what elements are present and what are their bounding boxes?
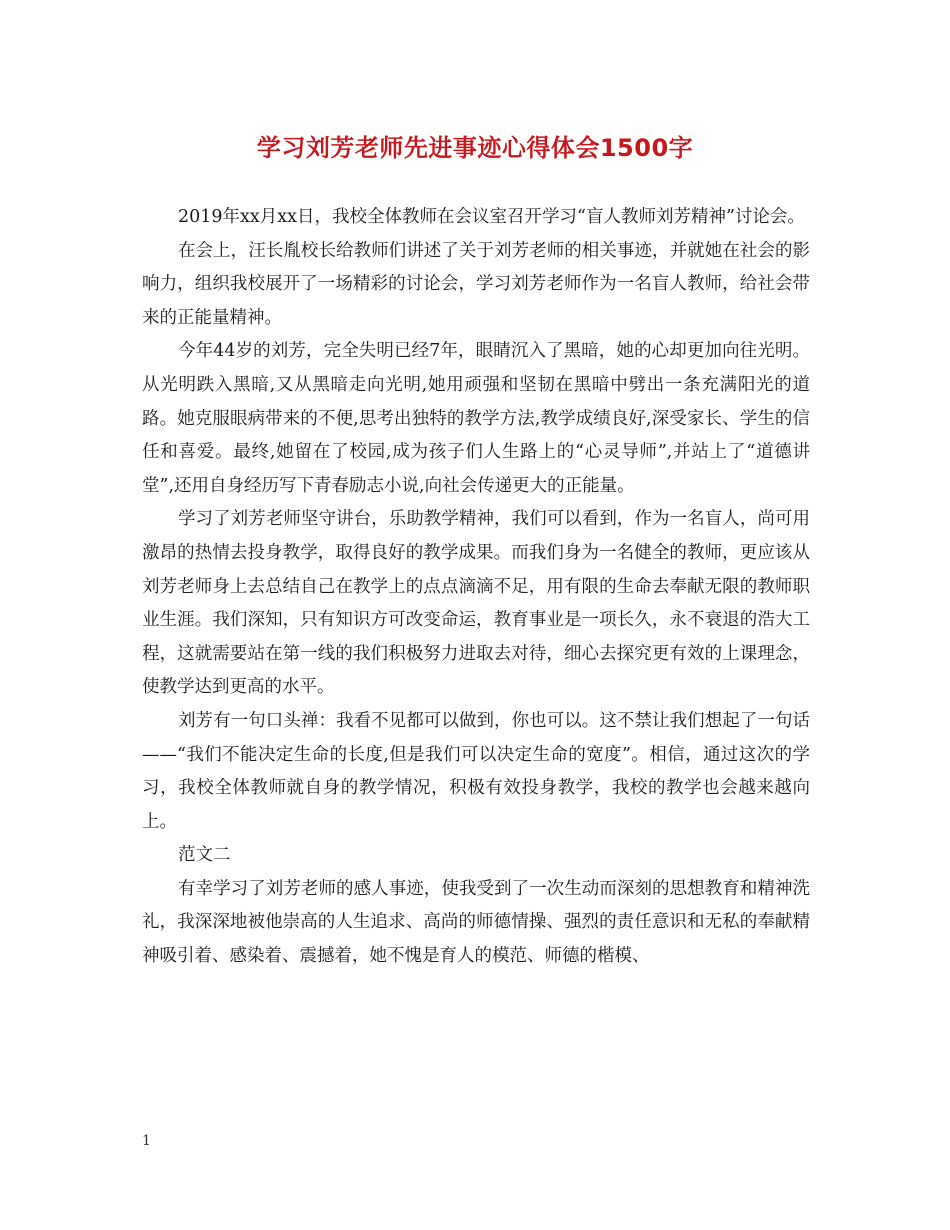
paragraph-5: 刘芳有一句口头禅：我看不见都可以做到，你也可以。这不禁让我们想起了一句话——“我们不能决定生命的长度,但是我们可以决定生命的宽度”。相信，通过这次的学习，我校全体教师就自身的教学情况，积极有效投身教学，我校的教学也会越来越向上。: [142, 710, 810, 832]
section-heading-sample-two: 范文二: [178, 845, 231, 866]
document-body: [142, 201, 810, 974]
paragraph-2: 在会上，汪长胤校长给教师们讲述了关于刘芳老师的相关事迹，并就她在社会的影响力，组织我校展开了一场精彩的讨论会，学习刘芳老师作为一名盲人教师，给社会带来的正能量精神。: [142, 240, 810, 328]
document-title: 学习刘芳老师先进事迹心得体会1500字: [256, 134, 694, 162]
paragraph-1: 2019年xx月xx日，我校全体教师在会议室召开学习“盲人教师刘芳精神”讨论会。: [178, 207, 805, 227]
paragraph-4: 学习了刘芳老师坚守讲台，乐助教学精神，我们可以看到，作为一名盲人，尚可用激昂的热情去投身教学，取得良好的教学成果。而我们身为一名健全的教师，更应该从刘芳老师身上去总结自己在教学上的点点滴滴不足，用有限的生命去奉献无限的教师职业生涯。我们深知，只有知识方可改变命运，教育事业是一项长久，永不衰退的浩大工程，这就需要站在第一线的我们积极努力进取去对待，细心去探究更有效的上课理念，使教学达到更高的水平。: [142, 509, 810, 698]
page-number: 1: [142, 1133, 151, 1149]
paragraph-3: 今年44岁的刘芳，完全失明已经7年，眼睛沉入了黑暗，她的心却更加向往光明。从光明跌入黑暗,又从黑暗走向光明,她用顽强和坚韧在黑暗中劈出一条充满阳光的道路。她克服眼病带来的不便,思考出独特的教学方法,教学成绩良好,深受家长、学生的信任和喜爱。最终,她留在了校园,成为孩子们人生路上的“心灵导师”,并站上了“道德讲堂”,还用自身经历写下青春励志小说,向社会传递更大的正能量。: [142, 341, 810, 496]
paragraph-6: 有幸学习了刘芳老师的感人事迹，使我受到了一次生动而深刻的思想教育和精神洗礼，我深深地被他崇高的人生追求、高尚的师德情操、强烈的责任意识和无私的奉献精神吸引着、感染着、震撼着，她不愧是育人的模范、师德的楷模、: [142, 878, 810, 967]
